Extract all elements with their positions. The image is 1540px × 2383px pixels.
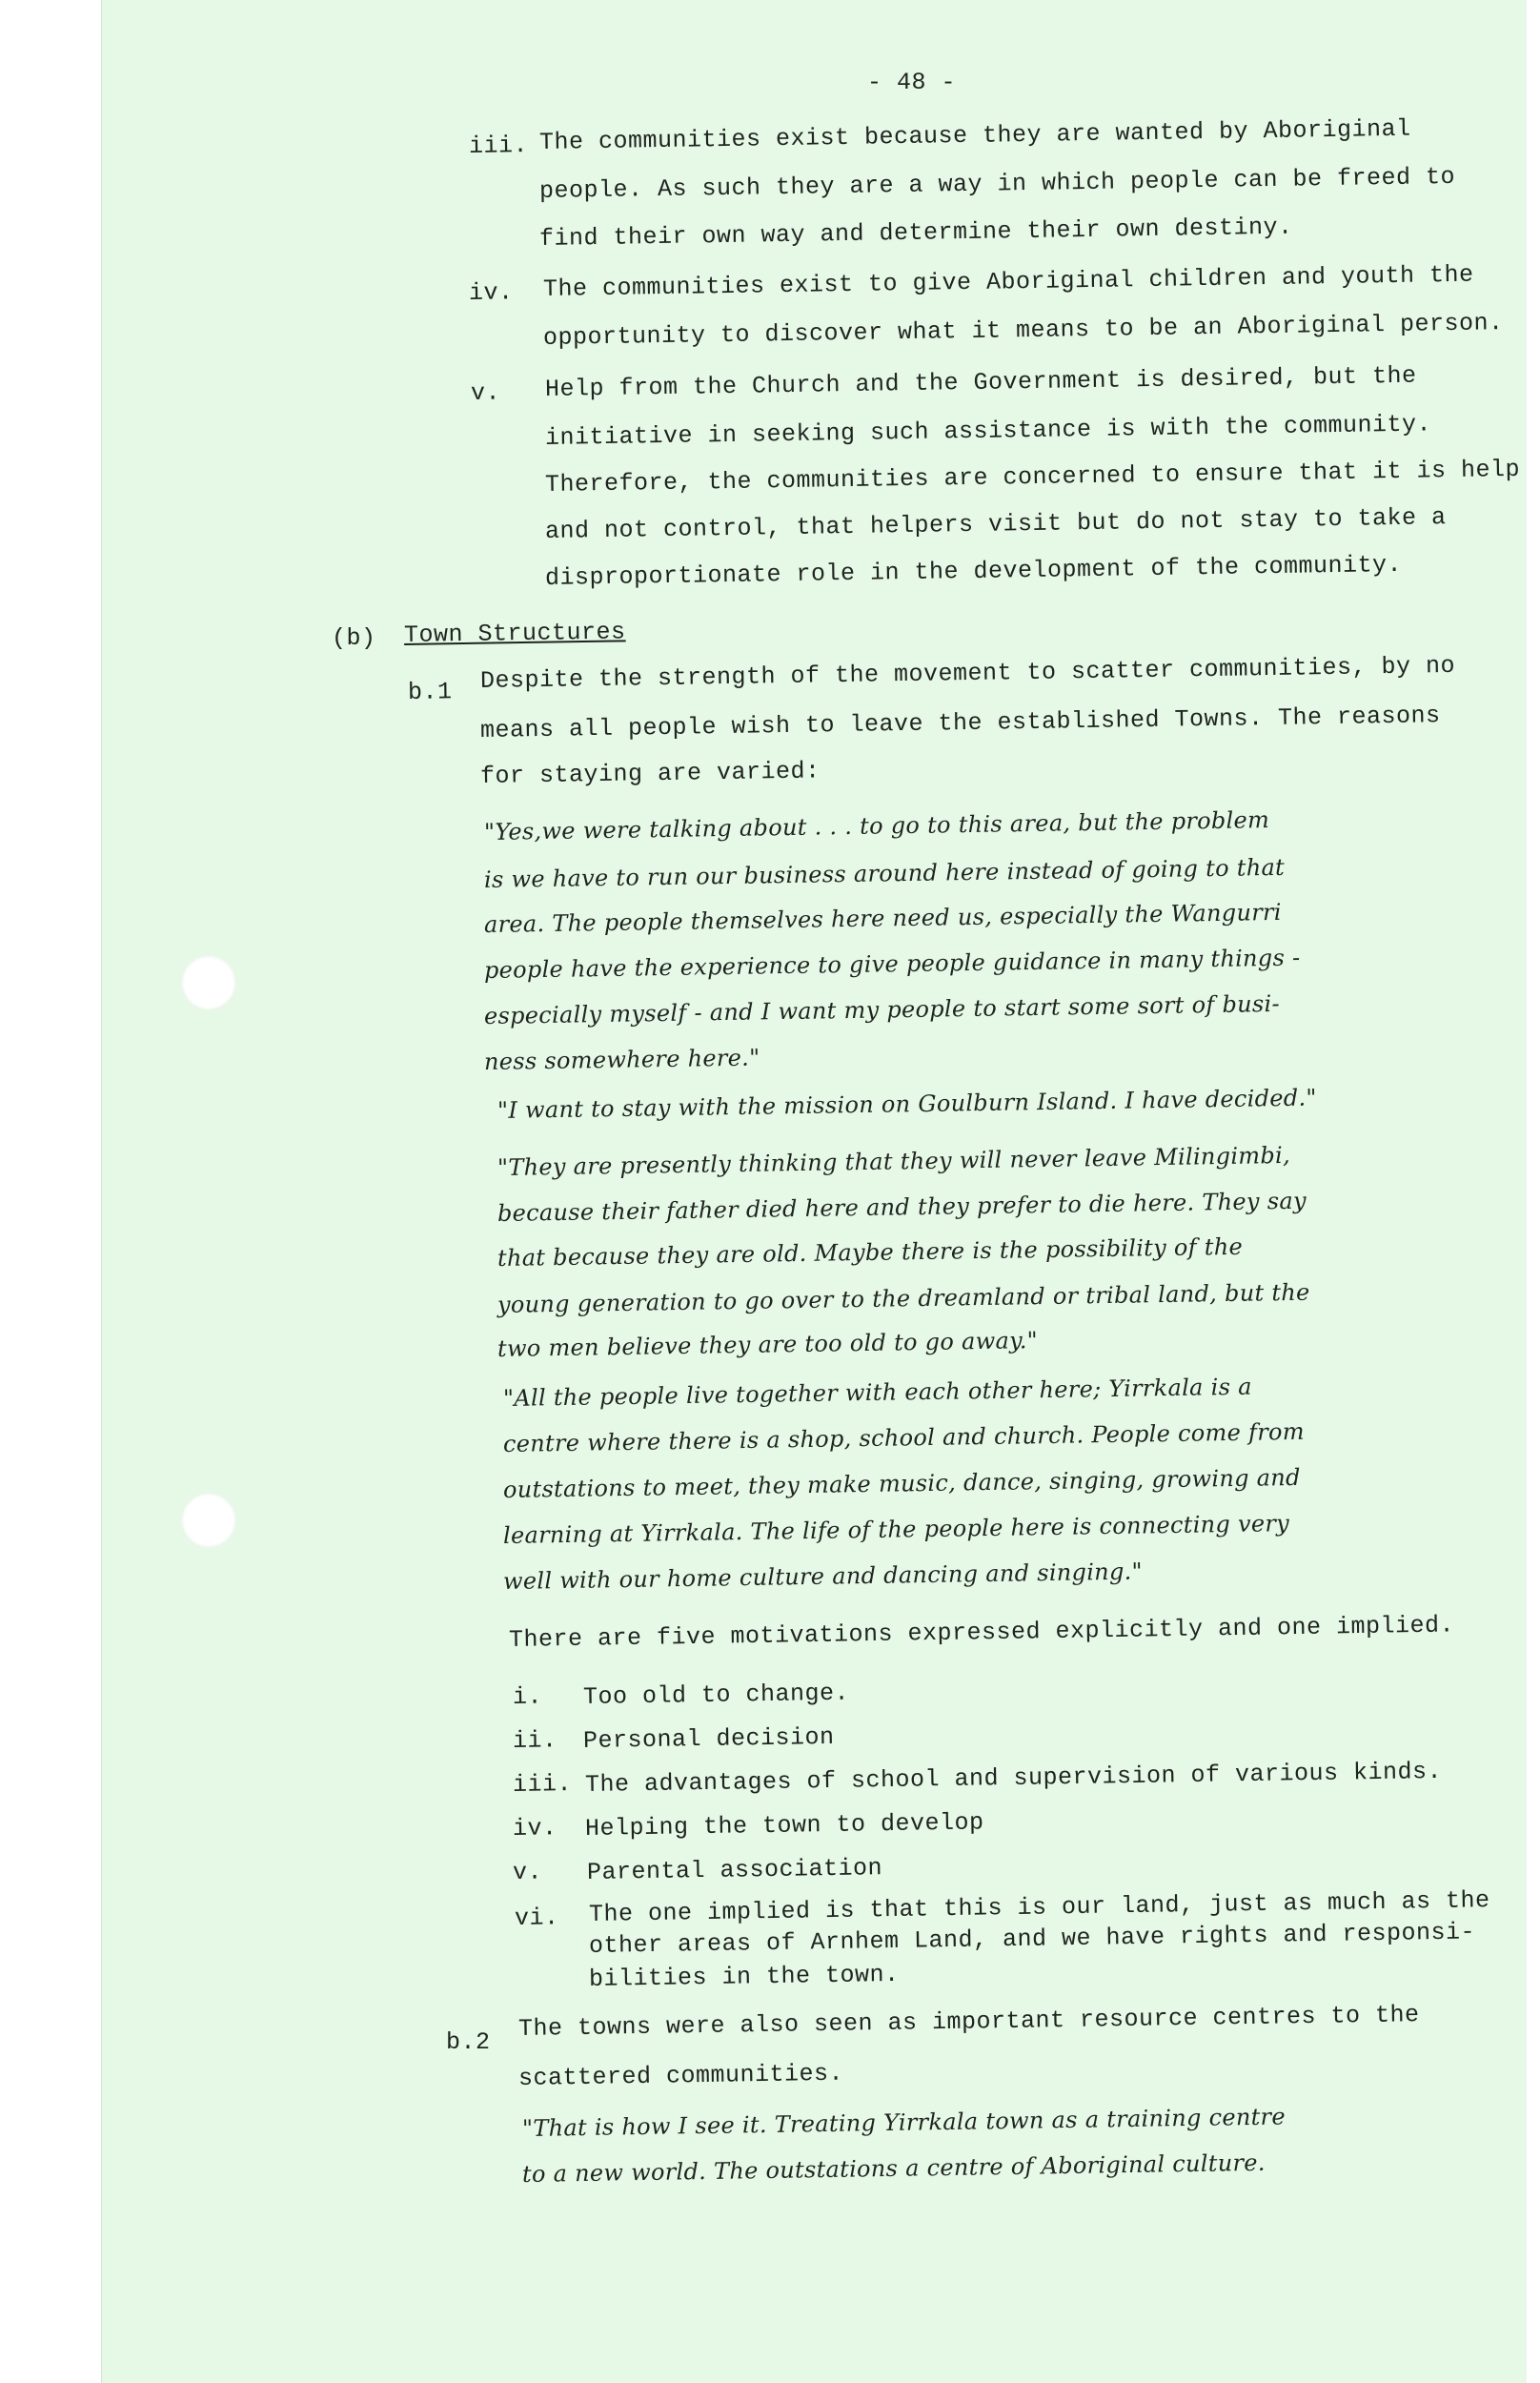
item-number: iii. xyxy=(468,132,529,160)
quote-line: "All the people live together with each other here; Yirrkala is a xyxy=(502,1373,1252,1412)
quote-line: because their father died here and they prefer to die here. They say xyxy=(496,1187,1307,1227)
quote-line: to a new world. The outstations a centre of Aboriginal culture. xyxy=(521,2149,1266,2188)
paragraph-line: The towns were also seen as important resource centres to the xyxy=(517,2001,1420,2043)
motivation-text: Too old to change. xyxy=(582,1679,850,1711)
paragraph-line: for staying are varied: xyxy=(479,757,821,790)
item-text-line: people. As such they are a way in which people can be freed to xyxy=(538,162,1456,205)
motivation-text: other areas of Arnhem Land, and we have rights and responsi- xyxy=(588,1918,1476,1960)
item-number: v. xyxy=(470,378,501,407)
quote-line: area. The people themselves here need us, especially the Wangurri xyxy=(483,898,1282,938)
quote-line: young generation to go over to the dreamland or tribal land, but the xyxy=(496,1278,1310,1318)
motivation-number: v. xyxy=(512,1858,543,1886)
section-title: Town Structures xyxy=(403,618,626,649)
motivation-text: The advantages of school and supervision of various kinds. xyxy=(584,1757,1443,1799)
quote-line: two men believe they are too old to go away." xyxy=(496,1327,1039,1362)
quote-line: that because they are old. Maybe there is the possibility of the xyxy=(496,1232,1244,1272)
paragraph-number: b.2 xyxy=(446,2028,491,2056)
motivation-text: Parental association xyxy=(586,1854,883,1886)
quote-line: outstations to meet, they make music, dance, singing, growing and xyxy=(502,1463,1301,1503)
motivation-number: ii. xyxy=(512,1726,557,1755)
page-edge xyxy=(1527,0,1540,2383)
quote-line: learning at Yirrkala. The life of the people here is connecting very xyxy=(502,1510,1290,1549)
motivation-number: iii. xyxy=(512,1770,573,1799)
punch-hole-bottom xyxy=(181,1493,236,1548)
motivations-intro: There are five motivations expressed explicitly and one implied. xyxy=(508,1611,1455,1654)
item-text-line: disproportionate role in the development of the community. xyxy=(544,550,1403,592)
item-text-line: Help from the Church and the Government is desired, but the xyxy=(544,361,1417,403)
quote-line: ness somewhere here." xyxy=(483,1044,760,1075)
motivation-text: Personal decision xyxy=(582,1722,835,1755)
quote-line: well with our home culture and dancing and singing." xyxy=(502,1558,1144,1595)
item-text-line: The communities exist because they are wanted by Aboriginal xyxy=(538,114,1411,156)
paragraph-line: Despite the strength of the movement to scatter communities, by no xyxy=(479,651,1456,695)
item-text-line: find their own way and determine their own destiny. xyxy=(538,213,1293,253)
page-number: - 48 - xyxy=(867,69,957,96)
item-text-line: initiative in seeking such assistance is with the community. xyxy=(544,410,1432,452)
quote-line: people have the experience to give people guidance in many things - xyxy=(483,944,1301,984)
motivation-number: i. xyxy=(512,1682,543,1711)
item-text-line: Therefore, the communities are concerned to ensure that it is help xyxy=(544,455,1521,499)
quote-line: "That is how I see it. Treating Yirrkala town as a training centre xyxy=(521,2103,1287,2142)
motivation-text: bilities in the town. xyxy=(588,1960,900,1993)
section-label: (b) xyxy=(332,624,376,652)
item-number: iv. xyxy=(468,278,514,307)
paragraph-line: scattered communities. xyxy=(517,2059,844,2092)
motivation-text: The one implied is that this is our land, just as much as the xyxy=(588,1886,1490,1928)
quote-line: "I want to stay with the mission on Goulburn Island. I have decided." xyxy=(496,1084,1317,1124)
paragraph-line: means all people wish to leave the established Towns. The reasons xyxy=(479,702,1441,744)
quote-line: "Yes,we were talking about . . . to go to this area, but the problem xyxy=(483,806,1270,845)
paragraph-number: b.1 xyxy=(407,678,453,706)
quote-line: especially myself - and I want my people to start some sort of busi- xyxy=(483,989,1281,1029)
quote-line: is we have to run our business around here instead of going to that xyxy=(483,853,1286,893)
quote-line: centre where there is a shop, school and church. People come from xyxy=(502,1417,1305,1457)
motivation-number: vi. xyxy=(514,1904,559,1932)
quote-line: "They are presently thinking that they will never leave Milingimbi, xyxy=(496,1141,1291,1181)
motivation-number: iv. xyxy=(512,1814,557,1843)
item-text-line: opportunity to discover what it means to be an Aboriginal person. xyxy=(542,309,1504,352)
punch-hole-top xyxy=(181,955,236,1010)
motivation-text: Helping the town to develop xyxy=(584,1808,984,1843)
item-text-line: and not control, that helpers visit but do not stay to take a xyxy=(544,503,1447,545)
item-text-line: The communities exist to give Aboriginal children and youth the xyxy=(542,260,1474,303)
